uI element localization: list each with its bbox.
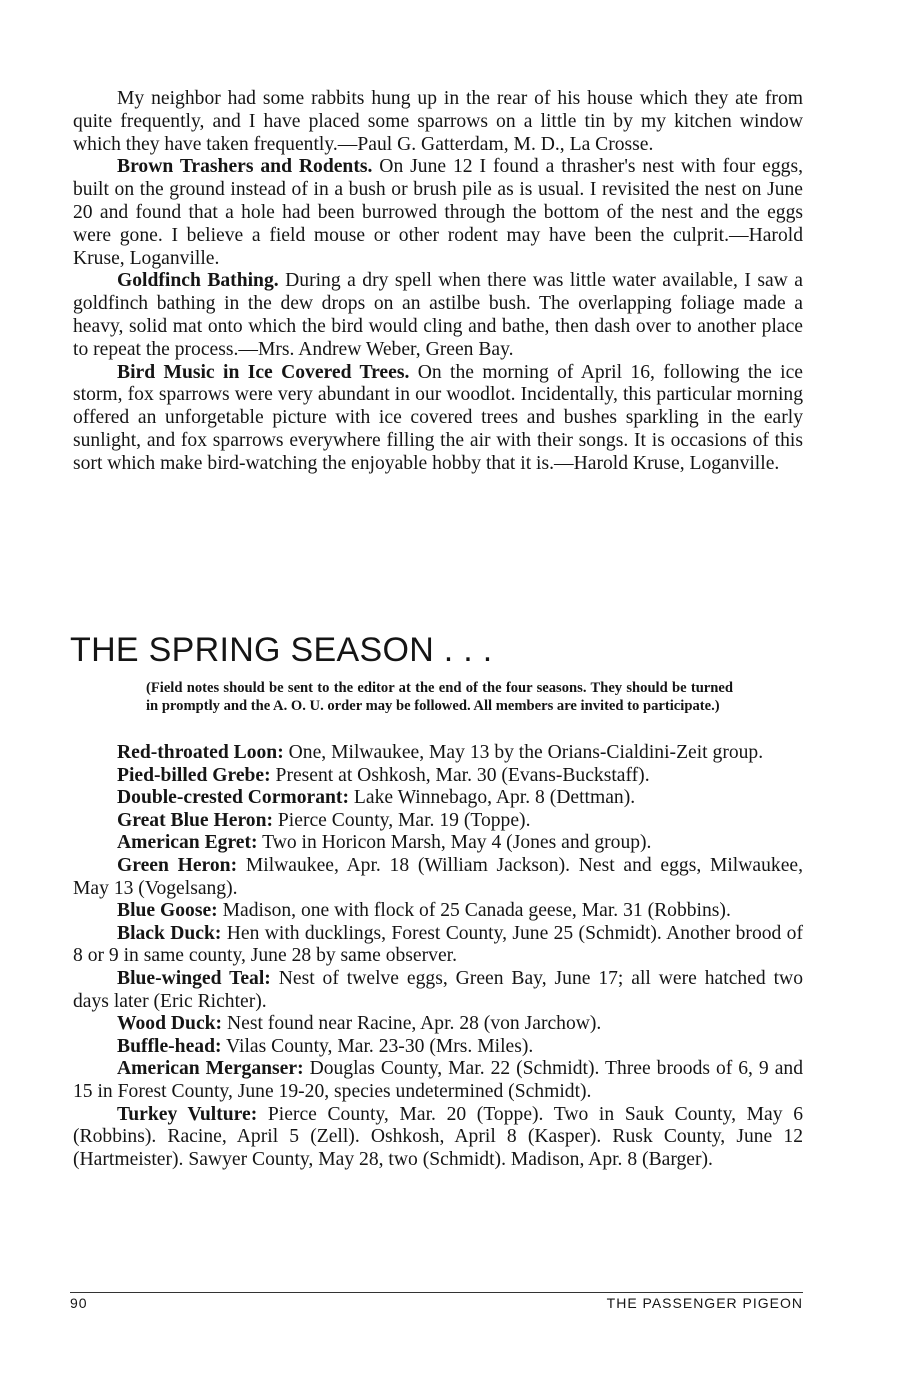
- species-record: [73, 855, 803, 900]
- species-record: [73, 832, 803, 855]
- record-text: One, Milwaukee, May 13 by the Orians-Cialdini-Zeit group.: [283, 742, 764, 763]
- paragraph-text: On June 12 I found a thrasher's nest with four eggs, built on the ground instead of in a bush or brush pile as is usual. I revisited the nest on June 20 and found that a hole had been burrowed through the bottom of the nest and the eggs were gone. I believe a field mouse or other rodent may have been the culprit.—Harold Kruse, Loganville.: [73, 156, 803, 269]
- record-text: Nest of twelve eggs, Green Bay, June 17; all were hatched two days later (Eric Richter).: [73, 967, 803, 1012]
- record-text: Nest found near Racine, Apr. 28 (von Jarchow).: [222, 1013, 602, 1035]
- section-intro: (Field notes should be sent to the editor at the end of the four seasons. They should be turned in promptly and the A. O. U. order may be followed. All members are invited to participate.): [146, 680, 733, 714]
- paragraph-heading: Brown Trashers and Rodents.: [117, 156, 373, 178]
- record-text: Vilas County, Mar. 23-30 (Mrs. Miles).: [221, 1035, 534, 1057]
- species-record: [73, 1013, 803, 1036]
- species-name: Pied-billed Grebe:: [117, 764, 271, 786]
- section-heading: THE SPRING SEASON . . .: [70, 631, 493, 669]
- species-record: [73, 900, 803, 923]
- species-name: Black Duck:: [117, 922, 222, 944]
- species-name: Double-crested Cormorant:: [117, 787, 349, 809]
- species-name: Red-throated Loon:: [117, 742, 284, 763]
- record-text: Hen with ducklings, Forest County, June 25 (Schmidt). Another brood of 8 or 9 in same county, June 28 by same observer.: [73, 922, 804, 967]
- record-text: Douglas County, Mar. 22 (Schmidt). Three broods of 6, 9 and 15 in Forest County, June 19-20, species undetermined (Schmidt).: [73, 1058, 803, 1102]
- record-text: Present at Oshkosh, Mar. 30 (Evans-Buckstaff).: [270, 764, 650, 786]
- species-record: [73, 1104, 803, 1172]
- species-record: [73, 1058, 803, 1103]
- species-record: [73, 923, 803, 968]
- paragraph-text: On the morning of April 16, following the ice storm, fox sparrows were very abundant in our woodlot. Incidentally, this particular morning offered an unforgetable picture with ice covered trees and bushes sparkling in the early sunlight, and fox sparrows everywhere filling the air with their songs. It is occasions of this sort which make bird-watching the enjoyable hobby that it is.—Harold Kruse, Loganville.: [73, 361, 803, 474]
- species-record: [73, 765, 803, 788]
- paragraph: [73, 362, 803, 476]
- species-record: [73, 810, 803, 833]
- record-text: Pierce County, Mar. 20 (Toppe). Two in Sauk County, May 6 (Robbins). Racine, April 5 (Zell). Oshkosh, April 8 (Kasper). Rusk County, June 12 (Hartmeister). Sawyer County, May 28, two (Schmidt). Madison, Apr. 8 (Barger).: [73, 1103, 803, 1170]
- paragraph: [73, 88, 803, 156]
- record-text: Two in Horicon Marsh, May 4 (Jones and group).: [257, 832, 652, 854]
- species-name: Turkey Vulture:: [117, 1103, 258, 1125]
- article-body: [73, 88, 803, 476]
- record-text: Lake Winnebago, Apr. 8 (Dettman).: [349, 787, 636, 809]
- footer-rule: [70, 1292, 803, 1293]
- species-name: American Merganser:: [117, 1058, 304, 1080]
- species-name: Blue-winged Teal:: [117, 967, 271, 989]
- species-name: Buffle-head:: [117, 1035, 222, 1057]
- record-text: Pierce County, Mar. 19 (Toppe).: [273, 809, 531, 831]
- species-record: [73, 1036, 803, 1059]
- species-record: [73, 787, 803, 810]
- species-name: Blue Goose:: [117, 900, 218, 922]
- species-name: Great Blue Heron:: [117, 809, 274, 831]
- paragraph-heading: Bird Music in Ice Covered Trees.: [117, 361, 410, 383]
- species-records: [73, 742, 803, 1171]
- record-text: Milwaukee, Apr. 18 (William Jackson). Nest and eggs, Milwaukee, May 13 (Vogelsang).: [73, 854, 803, 899]
- paragraph-text: During a dry spell when there was little water available, I saw a goldfinch bathing in the dew drops on an astilbe bush. The overlapping foliage made a heavy, solid mat onto which the bird would cling and bathe, then dash over to another place to repeat the process.—Mrs. Andrew Weber, Green Bay.: [73, 270, 803, 360]
- page-number: 90: [70, 1295, 88, 1311]
- species-record: [73, 968, 803, 1013]
- species-name: Green Heron:: [117, 854, 238, 876]
- species-record: [73, 742, 803, 765]
- paragraph-text: My neighbor had some rabbits hung up in the rear of his house which they ate from quite frequently, and I have placed some sparrows on a little tin by my kitchen window which they have taken frequently.—Paul G. Gatterdam, M. D., La Crosse.: [73, 88, 803, 155]
- paragraph: [73, 270, 803, 361]
- record-text: Madison, one with flock of 25 Canada geese, Mar. 31 (Robbins).: [217, 900, 731, 922]
- journal-title: THE PASSENGER PIGEON: [606, 1295, 803, 1311]
- paragraph: [73, 156, 803, 270]
- species-name: Wood Duck:: [117, 1013, 223, 1035]
- paragraph-heading: Goldfinch Bathing.: [117, 270, 279, 292]
- species-name: American Egret:: [117, 832, 258, 854]
